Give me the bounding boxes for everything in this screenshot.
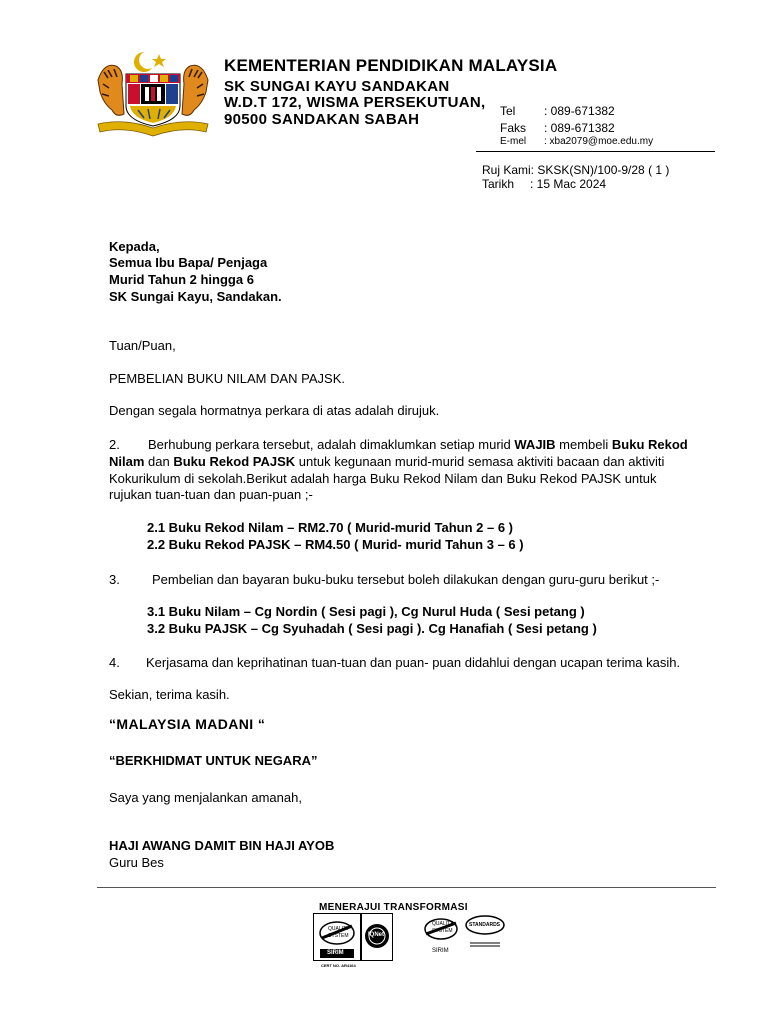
teacher-item: 3.1 Buku Nilam – Cg Nordin ( Sesi pagi ), Cg Nurul Huda ( Sesi petang )	[147, 604, 585, 619]
school-name: SK SUNGAI KAYU SANDAKAN	[224, 78, 450, 95]
teacher-item: 3.2 Buku PAJSK – Cg Syuhadah ( Sesi pagi ). Cg Hanafiah ( Sesi petang )	[147, 621, 597, 636]
closing-text: Sekian, terima kasih.	[109, 687, 230, 702]
letter-subject: PEMBELIAN BUKU NILAM DAN PAJSK.	[109, 371, 345, 386]
badge-1-top: QUALITY	[328, 926, 350, 932]
tel-label: Tel	[500, 104, 516, 118]
slogan-berkhidmat: “BERKHIDMAT UNTUK NEGARA”	[109, 753, 318, 768]
email-value[interactable]: : xba2079@moe.edu.my	[544, 136, 654, 147]
sirim-quality-badge-2	[420, 913, 462, 955]
paragraph-4-number: 4.	[109, 655, 120, 670]
address-line-1: W.D.T 172, WISMA PERSEKUTUAN,	[224, 94, 486, 111]
header-divider	[476, 151, 715, 152]
signatory-name: HAJI AWANG DAMIT BIN HAJI AYOB	[109, 838, 335, 853]
intro-paragraph: Dengan segala hormatnya perkara di atas adalah dirujuk.	[109, 403, 440, 418]
paragraph-3-number: 3.	[109, 572, 120, 587]
sirim-quality-badge	[313, 913, 361, 961]
paragraph-2-number: 2.	[109, 437, 120, 452]
fax-value: : 089-671382	[544, 121, 615, 135]
recipient-line-4: SK Sungai Kayu, Sandakan.	[109, 289, 282, 304]
date-value: : 15 Mac 2024	[530, 177, 607, 191]
paragraph-2-line-1: Berhubung perkara tersebut, adalah dimaklumkan setiap murid WAJIB membeli Buku Rekod	[148, 437, 688, 452]
recipient-line-3: Murid Tahun 2 hingga 6	[109, 272, 254, 287]
price-item: 2.2 Buku Rekod PAJSK – RM4.50 ( Murid- murid Tahun 3 – 6 )	[147, 537, 524, 552]
paragraph-2-line-2: Nilam dan Buku Rekod PAJSK untuk kegunaan murid-murid semasa aktiviti bacaan dan aktiviti	[109, 454, 665, 469]
date-label: Tarikh	[482, 177, 515, 191]
trust-line: Saya yang menjalankan amanah,	[109, 790, 302, 805]
badge-3-sirim: SIRIM	[432, 948, 449, 954]
badge-1-sirim: SIRIM	[327, 950, 344, 956]
paragraph-4-text: Kerjasama dan keprihatinan tuan-tuan dan puan- puan didahlui dengan ucapan terima kasih.	[146, 655, 681, 670]
fax-label: Faks	[500, 121, 527, 135]
badge-2-label: IQNet	[368, 932, 385, 938]
badge-4-label: STANDARDS	[469, 922, 501, 928]
ministry-name: KEMENTERIAN PENDIDIKAN MALAYSIA	[224, 56, 558, 75]
standards-badge	[464, 913, 506, 953]
tel-value: : 089-671382	[544, 104, 615, 118]
badge-1-bottom: SYSTEM	[328, 933, 349, 939]
footer-title: MENERAJUI TRANSFORMASI	[319, 902, 468, 913]
price-item: 2.1 Buku Rekod Nilam – RM2.70 ( Murid-murid Tahun 2 – 6 )	[147, 520, 513, 535]
recipient-line-2: Semua Ibu Bapa/ Penjaga	[109, 255, 268, 270]
badge-3-bottom: SYSTEM	[432, 928, 453, 934]
salutation: Tuan/Puan,	[109, 338, 176, 353]
footer-divider	[97, 887, 716, 888]
standards-icon	[464, 913, 506, 953]
badge-3-top: QUALITY	[432, 921, 454, 927]
paragraph-2-line-4: rujukan tuan-tuan dan puan-puan ;-	[109, 487, 313, 502]
reference-number: Ruj Kami: SKSK(SN)/100-9/28 ( 1 )	[482, 163, 670, 177]
email-label: E-mel	[500, 136, 527, 147]
recipient-line-1: Kepada,	[109, 239, 160, 254]
certificate-number: CERT NO. AR4164	[321, 963, 356, 968]
paragraph-2-line-3: Kokurikulum di sekolah.Berikut adalah harga Buku Rekod Nilam dan Buku Rekod PAJSK untuk	[109, 471, 657, 486]
slogan-malaysia-madani: “MALAYSIA MADANI “	[109, 716, 266, 732]
iqnet-badge	[361, 913, 393, 961]
signatory-title: Guru Bes	[109, 855, 164, 870]
paragraph-3-text: Pembelian dan bayaran buku-buku tersebut boleh dilakukan dengan guru-guru berikut ;-	[152, 572, 660, 587]
coat-of-arms-icon	[94, 48, 212, 138]
address-line-2: 90500 SANDAKAN SABAH	[224, 111, 420, 128]
